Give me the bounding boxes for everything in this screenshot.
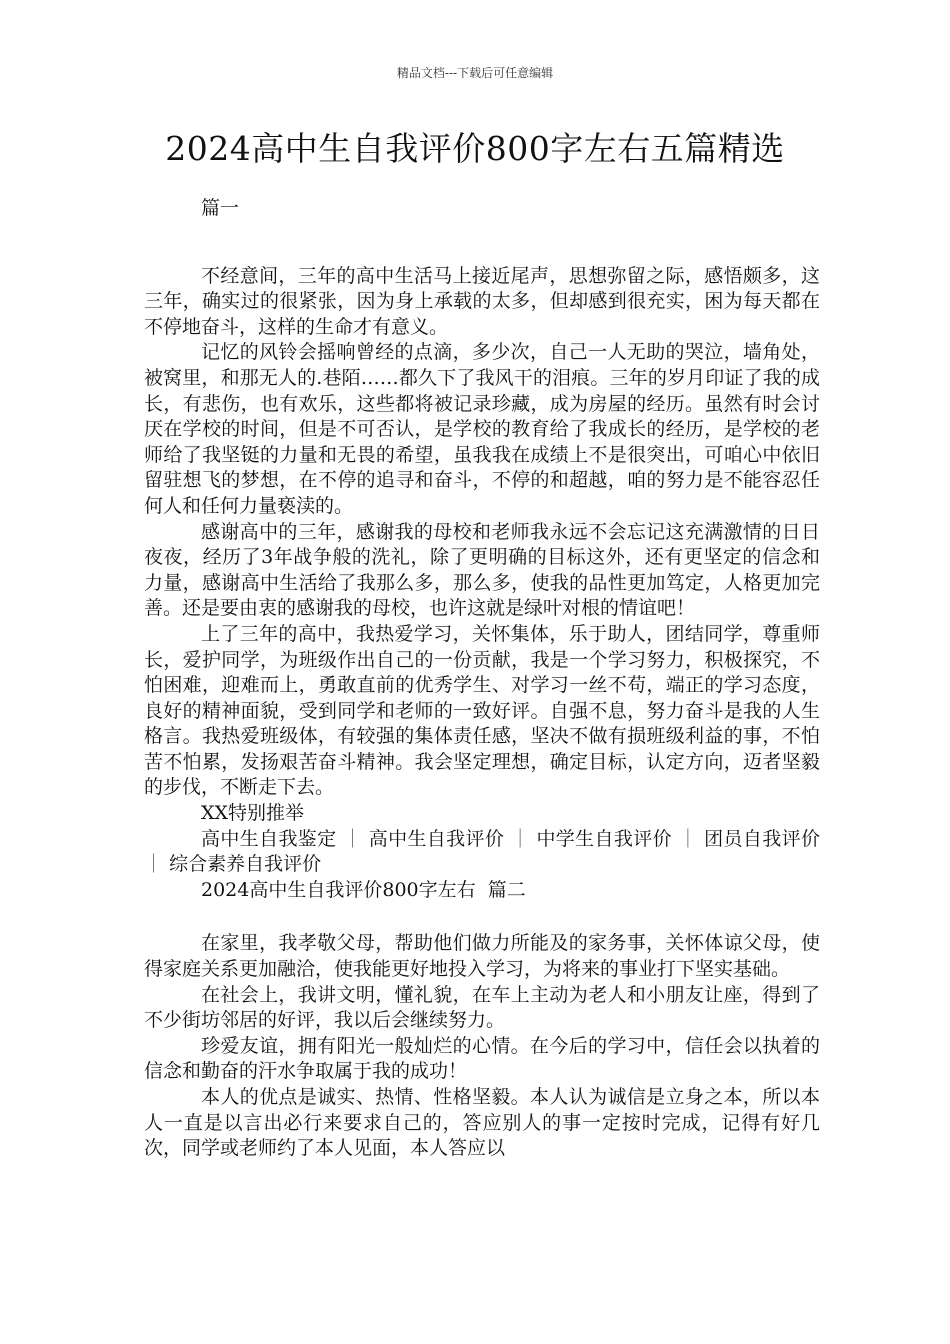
related-link[interactable]: 综合素养自我评价 — [169, 853, 322, 876]
related-link[interactable]: 高中生自我鉴定 — [201, 827, 337, 850]
recommend-heading: XX特别推举 — [201, 802, 305, 825]
paragraph: 珍爱友谊，拥有阳光一般灿烂的心情。在今后的学习中，信任会以执着的信念和勤奋的汗水争取属于我的成功！ — [144, 1034, 820, 1083]
link-separator: ｜ — [342, 827, 363, 850]
link-separator: ｜ — [678, 827, 698, 850]
related-links — [144, 827, 820, 878]
paragraph: 本人的优点是诚实、热情、性格坚毅。本人认为诚信是立身之本，所以本人一直是以言出必行来要求自己的，答应别人的事一定按时完成，记得有好几次，同学或老师约了本人见面，本人答应以 — [144, 1086, 820, 1160]
section-label: 2024高中生自我评价800字左右 篇二 — [201, 878, 526, 901]
document-title: 2024高中生自我评价800字左右五篇精选 — [165, 129, 785, 168]
link-separator: ｜ — [144, 853, 164, 876]
section-label: 篇一 — [201, 197, 240, 219]
paragraph: 在社会上，我讲文明，懂礼貌，在车上主动为老人和小朋友让座，得到了不少街坊邻居的好评，我以后会继续努力。 — [144, 983, 820, 1032]
link-separator: ｜ — [510, 827, 531, 850]
document-body — [144, 196, 820, 1162]
paragraph: 记忆的风铃会摇响曾经的点滴，多少次，自己一人无助的哭泣，墙角处，被窝里，和那无人的.巷陌……都久下了我风干的泪痕。三年的岁月印证了我的成长，有悲伤，也有欢乐，这些都将被记录珍藏，成为房屋的经历。虽然有时会讨厌在学校的时间，但是不可否认，是学校的教育给了我成长的经历，是学校的老师给了我坚铤的力量和无畏的希望，虽我我在成绩上不是很突出，可咱心中依旧留驻想飞的梦想，在不停的追寻和奋斗，不停的和超越，咱的努力是不能容忍任何人和任何力量亵渎的。 — [144, 341, 820, 517]
paragraph: 不经意间，三年的高中生活马上接近尾声，思想弥留之际，感悟颇多，这三年，确实过的很紧张，因为身上承载的太多，但却感到很充实，困为每天都在不停地奋斗，这样的生命才有意义。 — [144, 264, 820, 338]
paragraph: 上了三年的高中，我热爱学习，关怀集体，乐于助人，团结同学，尊重师长，爱护同学，为班级作出自己的一份贡献，我是一个学习努力，积极探究，不怕困难，迎难而上，勇敢直前的优秀学生、对学习一丝不苟，端正的学习态度，良好的精神面貌，受到同学和老师的一致好评。自强不息，努力奋斗是我的人生格言。我热爱班级体，有较强的集体责任感，坚决不做有损班级利益的事，不怕苦不怕累，发扬艰苦奋斗精神。我会坚定理想，确定目标，认定方向，迈者坚毅的步伐，不断走下去。 — [144, 622, 820, 799]
paragraph: 在家里，我孝敬父母，帮助他们做力所能及的家务事，关怀体谅父母，使得家庭关系更加融洽，使我能更好地投入学习，为将来的事业打下坚实基础。 — [144, 932, 820, 981]
related-link[interactable]: 高中生自我评价 — [368, 827, 505, 850]
page-header: 精品文档---下载后可任意编辑 — [396, 66, 554, 80]
paragraph: 感谢高中的三年，感谢我的母校和老师我永远不会忘记这充满激情的日日夜夜，经历了3年战争般的洗礼，除了更明确的目标这外，还有更坚定的信念和力量，感谢高中生活给了我那么多，那么多，使我的品性更加笃定，人格更加完善。还是要由衷的感谢我的母校，也许这就是绿叶对根的情谊吧！ — [144, 520, 820, 620]
related-link[interactable]: 团员自我评价 — [704, 827, 820, 850]
related-link[interactable]: 中学生自我评价 — [536, 827, 672, 850]
